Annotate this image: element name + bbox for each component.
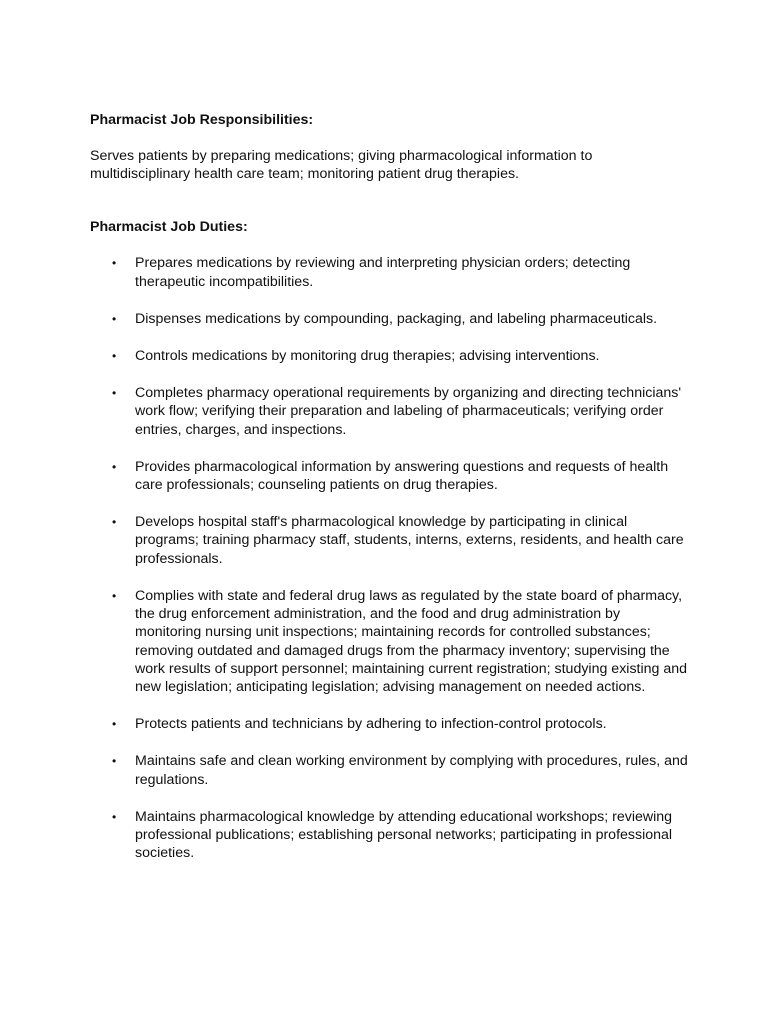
bullet-icon: • bbox=[112, 459, 117, 474]
duty-text: Controls medications by monitoring drug therapies; advising interventions. bbox=[135, 347, 600, 364]
duty-text: Completes pharmacy operational requirements by organizing and directing technicians' work flow; verifying their preparation and labeling of pharmaceuticals; verifying order entries, charges, and inspections. bbox=[135, 384, 682, 438]
duty-item bbox=[90, 347, 690, 365]
duty-item bbox=[90, 513, 690, 568]
duty-item bbox=[90, 384, 690, 439]
bullet-icon: • bbox=[112, 588, 117, 603]
duty-text: Maintains pharmacological knowledge by attending educational workshops; reviewing professional publications; establishing personal networks; participating in professional societies. bbox=[135, 808, 673, 862]
duties-heading: Pharmacist Job Duties: bbox=[90, 219, 248, 236]
bullet-icon: • bbox=[112, 385, 117, 400]
duty-text: Complies with state and federal drug laws as regulated by the state board of pharmacy, the drug enforcement administration, and the food and drug administration by monitoring nursing unit inspections; maintaining records for controlled substances; removing outdated and damaged drugs from the pharmacy inventory; supervising the work results of support personnel; maintaining current registration; studying existing and new legislation; anticipating legislation; advising management on needed actions. bbox=[135, 587, 688, 696]
duty-item bbox=[90, 752, 690, 789]
bullet-icon: • bbox=[112, 348, 117, 363]
responsibilities-text: Serves patients by preparing medications; giving pharmacological information to multidisciplinary health care team; monitoring patient drug therapies. bbox=[90, 148, 593, 183]
duty-item bbox=[90, 458, 690, 495]
responsibilities-heading: Pharmacist Job Responsibilities: bbox=[90, 112, 314, 128]
bullet-icon: • bbox=[112, 256, 117, 271]
bullet-icon: • bbox=[112, 311, 117, 326]
duty-item bbox=[90, 808, 690, 863]
bullet-icon: • bbox=[112, 717, 117, 732]
duty-item bbox=[90, 254, 690, 291]
bullet-icon: • bbox=[112, 515, 117, 530]
duty-text: Develops hospital staff's pharmacological knowledge by participating in clinical programs; training pharmacy staff, students, interns, externs, residents, and health care professionals. bbox=[135, 514, 684, 567]
duty-item bbox=[90, 310, 690, 328]
duty-text: Maintains safe and clean working environment by complying with procedures, rules, and regulations. bbox=[135, 753, 688, 788]
duty-item bbox=[90, 587, 690, 697]
document-content bbox=[90, 111, 690, 882]
duty-text: Protects patients and technicians by adhering to infection-control protocols. bbox=[135, 716, 607, 733]
duty-text: Dispenses medications by compounding, packaging, and labeling pharmaceuticals. bbox=[135, 310, 658, 327]
duties-list bbox=[90, 254, 690, 862]
bullet-icon: • bbox=[112, 754, 117, 769]
bullet-icon: • bbox=[112, 809, 117, 824]
duty-item bbox=[90, 715, 690, 733]
duty-text: Provides pharmacological information by answering questions and requests of health care professionals; counseling patients on drug therapies. bbox=[135, 458, 669, 493]
duty-text: Prepares medications by reviewing and interpreting physician orders; detecting therapeutic incompatibilities. bbox=[135, 255, 631, 290]
